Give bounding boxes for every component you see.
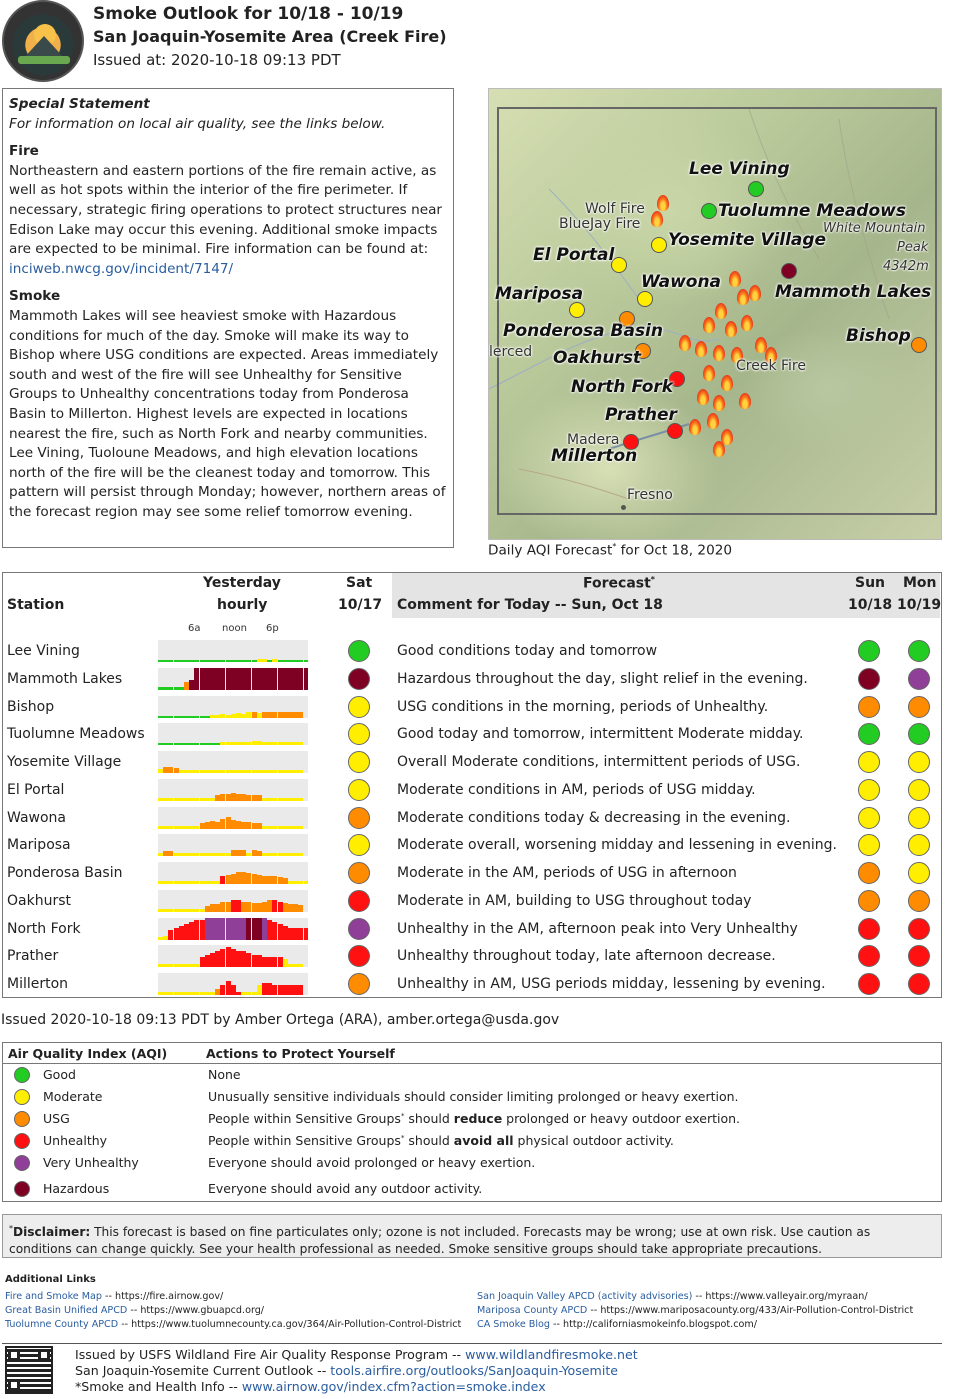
fresno-city-dot [621, 505, 626, 510]
fire-icon [703, 365, 715, 381]
hourly-sparkline [158, 779, 308, 801]
forecast-comment: Moderate conditions in AM, periods of USG midday. [397, 781, 756, 798]
qr-corner [8, 1349, 20, 1361]
map-dot-wawona[interactable] [637, 291, 653, 307]
col-mon: Mon [903, 575, 937, 591]
col-forecast-text: Forecast [583, 575, 651, 592]
link-name[interactable]: Great Basin Unified APCD [5, 1305, 128, 1316]
col-hourly: hourly [217, 597, 268, 613]
station-name: Millerton [7, 976, 69, 992]
map-dot-bishop[interactable] [911, 337, 927, 353]
station-name: Tuolumne Meadows [7, 726, 145, 743]
current-outlook-link[interactable]: tools.airfire.org/outlooks/SanJoaquin-Yosemite [330, 1363, 619, 1378]
aqi-legend-table [2, 1042, 942, 1202]
sat-aqi-dot [348, 751, 370, 773]
footer-line-2 [75, 1363, 618, 1378]
footer-divider [2, 1343, 942, 1344]
fire-text [9, 162, 447, 280]
forecast-comment: Moderate conditions today & decreasing in the evening. [397, 809, 791, 826]
hourly-sparkline [158, 918, 308, 940]
col-sat-date: 10/17 [338, 597, 383, 613]
station-name: Mammoth Lakes [7, 670, 123, 687]
forecast-comment: Overall Moderate conditions, intermittent periods of USG. [397, 754, 801, 770]
hourly-sparkline [158, 723, 308, 745]
fire-icon [739, 393, 751, 409]
link-name[interactable]: Mariposa County APCD [477, 1305, 588, 1316]
fire-icon [713, 345, 725, 361]
col-sun-date: 10/18 [848, 597, 893, 613]
link-right-2[interactable] [477, 1319, 757, 1330]
link-name[interactable]: Fire and Smoke Map [5, 1291, 102, 1302]
aqi-level-name: Very Unhealthy [43, 1155, 139, 1170]
aqi-level-action: Everyone should avoid any outdoor activity. [208, 1181, 483, 1196]
qr-corner [38, 1349, 50, 1361]
aqi-level-action: None [208, 1067, 241, 1082]
aqi-level-name: Hazardous [43, 1181, 110, 1196]
map-label-oakhurst: Oakhurst [553, 348, 642, 368]
link-right-1[interactable] [477, 1305, 913, 1316]
col-comment: Comment for Today -- Sun, Oct 18 [397, 597, 663, 613]
footer-line-3 [75, 1379, 546, 1394]
aqi-level-name: Good [43, 1067, 76, 1082]
aqi-header-left: Air Quality Index (AQI) [8, 1046, 168, 1061]
station-name: North Fork [7, 920, 81, 937]
hourly-bar [298, 964, 303, 967]
sun-aqi-dot [858, 918, 880, 940]
smoke-heading: Smoke [9, 288, 61, 305]
link-url: -- https://www.tuolumnecounty.ca.gov/364/Air-Pollution-Control-District [118, 1319, 462, 1330]
qr-code-icon[interactable] [5, 1346, 53, 1394]
tick-6p: 6p [266, 623, 279, 634]
map-label-yosemite-village: Yosemite Village [668, 230, 827, 250]
wildlandfiresmoke-link[interactable]: www.wildlandfiresmoke.net [465, 1347, 638, 1362]
fire-icon [689, 419, 701, 435]
link-url: -- https://fire.airnow.gov/ [102, 1291, 224, 1302]
aqi-header-right: Actions to Protect Yourself [206, 1046, 395, 1061]
link-left-2[interactable] [5, 1319, 461, 1330]
mon-aqi-dot [908, 862, 930, 884]
map-caption [488, 542, 732, 559]
map-caption-sup: * [612, 542, 617, 551]
special-statement [2, 88, 454, 548]
aqi-level-action: Unusually sensitive individuals should consider limiting prolonged or heavy exertion. [208, 1089, 739, 1104]
map-label-white-mountain-elev: 4342m [883, 259, 929, 274]
sun-aqi-dot [858, 668, 880, 690]
map-label-millerton: Millerton [551, 446, 638, 466]
footer-line-1 [75, 1347, 638, 1362]
forecast-comment: Unhealthy throughout today, late afternoon decrease. [397, 948, 776, 965]
fire-icon [713, 395, 725, 411]
fire-icon [721, 375, 733, 391]
airnow-smoke-link[interactable]: www.airnow.gov/index.cfm?action=smoke.index [241, 1379, 546, 1394]
map-caption-text: Daily AQI Forecast [488, 542, 613, 559]
forecast-comment: Good today and tomorrow, intermittent Moderate midday. [397, 726, 804, 743]
mon-aqi-dot [908, 890, 930, 912]
tick-6a: 6a [188, 623, 201, 634]
sat-aqi-dot [348, 779, 370, 801]
station-name: Prather [7, 948, 59, 965]
link-name[interactable]: San Joaquin Valley APCD (activity advisories) [477, 1291, 693, 1302]
fire-icon [725, 321, 737, 337]
link-left-1[interactable] [5, 1305, 264, 1316]
link-url: -- https://www.valleyair.org/myraan/ [692, 1291, 868, 1302]
map-dot-mammoth-lakes[interactable] [781, 263, 797, 279]
station-name: Ponderosa Basin [7, 865, 123, 881]
map-label-creek-fire: Creek Fire [736, 358, 806, 374]
disclaimer [2, 1214, 942, 1258]
hourly-bar [298, 985, 303, 995]
station-name: Yosemite Village [7, 754, 122, 770]
forecast-comment: Moderate overall, worsening midday and lessening in evening. [397, 837, 837, 854]
mon-aqi-dot [908, 918, 930, 940]
sat-aqi-dot [348, 890, 370, 912]
hourly-sparkline [158, 807, 308, 829]
map-dot-lee-vining[interactable] [748, 181, 764, 197]
smoke-text: Mammoth Lakes will see heaviest smoke with Hazardous conditions for much of the day. Smoke will make its way to Bishop where USG conditions are expected. Areas immediately south and west of the fire will see Unhealthy for Sensitive Groups to Unhealthy concentrations today from Ponderosa Basin to Millerton. Highest levels are expected in locations nearest the fire, such as North Fork and nearby communities. Lee Vining, Tuoloune Meadows, and high elevation locations north of the fire will be the cleanest today and tomorrow. This pattern will persist through Monday; however, northern areas of the forecast region may see some relief tomorrow evening. [9, 307, 446, 520]
map-label-tuolumne-meadows: Tuolumne Meadows [718, 201, 906, 221]
issued-at: Issued at: 2020-10-18 09:13 PDT [93, 51, 341, 69]
hourly-sparkline [158, 751, 308, 773]
map-dot-tuolumne-meadows[interactable] [701, 203, 717, 219]
sat-aqi-dot [348, 973, 370, 995]
aqi-level-action: People within Sensitive Groups* should reduce prolonged or heavy outdoor exertion. [208, 1111, 741, 1126]
map-label-mammoth-lakes: Mammoth Lakes [775, 282, 932, 302]
aqi-level-action: People within Sensitive Groups* should avoid all physical outdoor activity. [208, 1133, 674, 1148]
issued-by: Issued 2020-10-18 09:13 PDT by Amber Ortega (ARA), amber.ortega@usda.gov [1, 1012, 560, 1028]
col-station: Station [7, 597, 65, 613]
hourly-sparkline [158, 945, 308, 967]
links-heading: Additional Links [5, 1274, 96, 1285]
hourly-sparkline [158, 668, 308, 690]
hourly-bar [298, 742, 303, 745]
fire-body: Northeastern and eastern portions of the fire remain active, as well as hot spots within the interior of the fire perimeter. If necessary, strategic firing operations to protect structures near Edison Lake may occur this evening. Additional smoke impacts are expected to be minimal. Fire information can be found at: [9, 162, 442, 258]
fire-icon [741, 315, 753, 331]
map-label-wawona: Wawona [641, 272, 722, 292]
sat-aqi-dot [348, 862, 370, 884]
link-url: -- https://www.mariposacounty.org/433/Air-Pollution-Control-District [587, 1305, 914, 1316]
fire-icon [695, 341, 707, 357]
forecast-comment: Unhealthy in AM, USG periods midday, lessening by evening. [397, 976, 826, 992]
map-dot-mariposa[interactable] [569, 302, 585, 318]
col-forecast [583, 575, 655, 592]
link-left-0[interactable] [5, 1291, 223, 1302]
aqi-level-dot [14, 1111, 30, 1127]
sat-aqi-dot [348, 668, 370, 690]
footer-line-2-text: San Joaquin-Yosemite Current Outlook -- [75, 1363, 331, 1378]
station-name: El Portal [7, 781, 65, 798]
map-label-ponderosa-basin: Ponderosa Basin [503, 321, 663, 341]
aqi-level-dot [14, 1133, 30, 1149]
inciweb-link[interactable]: inciweb.nwcg.gov/incident/7147/ [9, 260, 234, 277]
aqi-level-action: Everyone should avoid prolonged or heavy exertion. [208, 1155, 536, 1170]
statement-heading: Special Statement [9, 96, 150, 112]
aqi-divider [3, 1063, 941, 1064]
aqi-level-dot [14, 1067, 30, 1083]
hourly-sparkline [158, 862, 308, 884]
forecast-comment: Unhealthy in the AM, afternoon peak into Very Unhealthy [397, 920, 798, 937]
hourly-sparkline [158, 890, 308, 912]
sat-aqi-dot [348, 696, 370, 718]
statement-intro: For information on local air quality, see the links below. [9, 115, 386, 132]
link-name[interactable]: Tuolumne County APCD [5, 1319, 119, 1330]
link-url: -- https://www.gbuapcd.org/ [127, 1305, 265, 1316]
disclaimer-text: This forecast is based on fine particulates only; ozone is not included. Forecasts may be wrong; use at own risk. Use caution as conditions can change quickly. See your health professional as needed. Smoke sensitive groups should take appropriate precautions. [9, 1225, 871, 1257]
mon-aqi-dot [908, 696, 930, 718]
link-name[interactable]: CA Smoke Blog [477, 1319, 550, 1330]
hourly-bar [298, 826, 303, 829]
sun-aqi-dot [858, 862, 880, 884]
sun-aqi-dot [858, 751, 880, 773]
sun-aqi-dot [858, 890, 880, 912]
forecast-comment: USG conditions in the morning, periods of Unhealthy. [397, 698, 769, 715]
forecast-comment: Hazardous throughout the day, slight relief in the evening. [397, 670, 808, 687]
aqi-level-dot [14, 1181, 30, 1197]
map-label-merced: lerced [489, 344, 533, 360]
page-subtitle: San Joaquin-Yosemite Area (Creek Fire) [93, 27, 447, 46]
mon-aqi-dot [908, 668, 930, 690]
mon-aqi-dot [908, 640, 930, 662]
station-name: Oakhurst [7, 892, 71, 909]
aqi-map[interactable] [488, 88, 942, 540]
map-label-fresno: Fresno [627, 487, 673, 503]
aqi-level-name: USG [43, 1111, 70, 1126]
fire-heading: Fire [9, 143, 39, 160]
map-label-white-mountain: White Mountain [823, 221, 926, 236]
hourly-sparkline [158, 696, 308, 718]
forecast-comment: Good conditions today and tomorrow [397, 643, 658, 659]
col-mon-date: 10/19 [897, 597, 942, 613]
fire-icon [697, 389, 709, 405]
map-label-north-fork: North Fork [571, 377, 674, 397]
sun-aqi-dot [858, 696, 880, 718]
hourly-bar [304, 660, 308, 662]
logo-grass-icon [18, 56, 70, 64]
page-title: Smoke Outlook for 10/18 - 10/19 [93, 4, 404, 24]
fire-icon [703, 317, 715, 333]
map-label-madera: Madera [567, 432, 620, 448]
aqi-level-dot [14, 1089, 30, 1105]
sat-aqi-dot [348, 640, 370, 662]
map-caption-date: for Oct 18, 2020 [616, 542, 733, 559]
link-url: -- http://californiasmokeinfo.blogspot.com/ [550, 1319, 757, 1330]
sun-aqi-dot [858, 779, 880, 801]
fire-icon [749, 285, 761, 301]
hourly-bar [304, 928, 308, 940]
tick-noon: noon [222, 623, 247, 634]
col-yesterday: Yesterday [203, 575, 281, 591]
map-label-white-mountain-peak: Peak [897, 240, 929, 255]
col-sun: Sun [855, 575, 886, 591]
station-name: Bishop [7, 698, 55, 715]
hourly-bar [298, 853, 303, 856]
hourly-bar [298, 905, 303, 912]
map-label-mariposa: Mariposa [495, 284, 584, 304]
sat-aqi-dot [348, 807, 370, 829]
mon-aqi-dot [908, 973, 930, 995]
sun-aqi-dot [858, 807, 880, 829]
agency-logo [2, 0, 84, 82]
hourly-bar [298, 798, 303, 801]
hourly-bar [304, 668, 308, 690]
fire-icon [737, 289, 749, 305]
station-name: Mariposa [7, 837, 71, 854]
map-label-bluejay-fire: BlueJay Fire [559, 216, 641, 232]
disclaimer-label: Disclaimer: [13, 1225, 91, 1240]
map-label-prather: Prather [605, 405, 677, 425]
sun-aqi-dot [858, 973, 880, 995]
qr-corner [8, 1379, 20, 1391]
hourly-bar [298, 712, 303, 718]
mon-aqi-dot [908, 751, 930, 773]
forecast-comment: Moderate in the AM, periods of USG in afternoon [397, 865, 737, 881]
station-name: Lee Vining [7, 643, 80, 659]
disclaimer-sup: * [9, 1224, 13, 1233]
mon-aqi-dot [908, 807, 930, 829]
forecast-comment: Moderate in AM, building to USG throughout today [397, 892, 752, 909]
map-label-lee-vining: Lee Vining [689, 159, 790, 179]
link-right-0[interactable] [477, 1291, 868, 1302]
col-forecast-sup: * [650, 575, 655, 584]
footer-line-3-text: *Smoke and Health Info -- [75, 1379, 242, 1394]
map-label-el-portal: El Portal [533, 245, 615, 265]
sun-aqi-dot [858, 640, 880, 662]
map-label-wolf-fire: Wolf Fire [585, 201, 645, 217]
fire-icon [657, 195, 669, 211]
fire-icon [707, 413, 719, 429]
map-dot-yosemite-village[interactable] [651, 237, 667, 253]
aqi-level-name: Moderate [43, 1089, 103, 1104]
hourly-bar [304, 881, 308, 884]
hourly-bar [298, 770, 303, 773]
mon-aqi-dot [908, 779, 930, 801]
footer-line-1-text: Issued by USFS Wildland Fire Air Quality Response Program -- [75, 1347, 466, 1362]
fire-icon [713, 441, 725, 457]
station-name: Wawona [7, 809, 66, 826]
aqi-level-dot [14, 1155, 30, 1171]
col-sat: Sat [346, 575, 373, 591]
hourly-sparkline [158, 834, 308, 856]
map-dot-prather[interactable] [667, 423, 683, 439]
fire-icon [729, 271, 741, 287]
hourly-sparkline [158, 640, 308, 662]
fire-icon [715, 303, 727, 319]
hourly-sparkline [158, 973, 308, 995]
map-label-bishop: Bishop [846, 326, 911, 346]
sat-aqi-dot [348, 918, 370, 940]
fire-icon [651, 211, 663, 227]
fire-icon [679, 335, 691, 351]
aqi-level-name: Unhealthy [43, 1133, 108, 1148]
